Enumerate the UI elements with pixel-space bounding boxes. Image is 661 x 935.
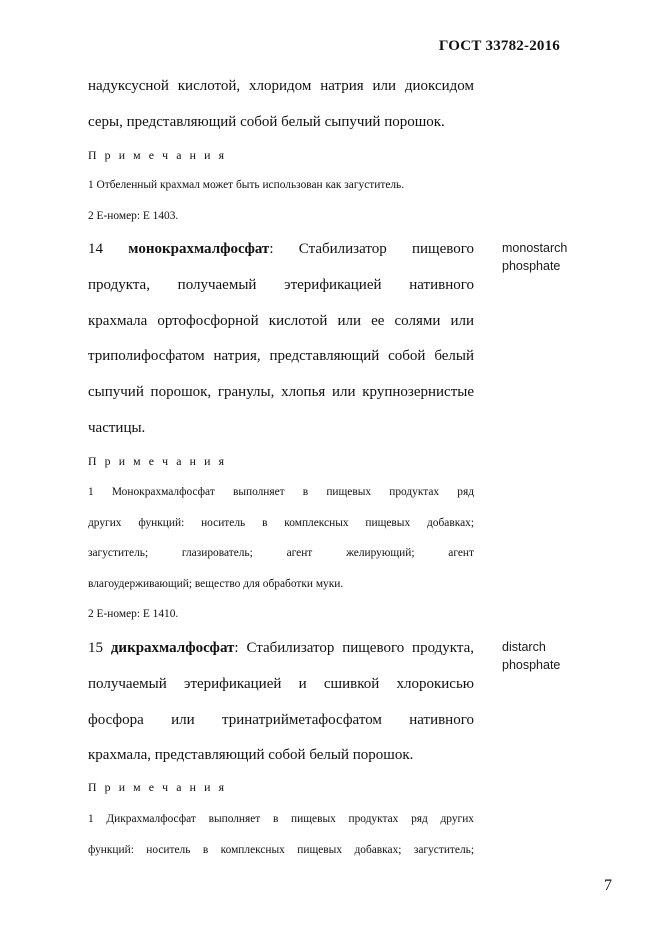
intro-line-2: серы, представляющий собой белый сыпучий порошок. — [88, 114, 445, 130]
term-14-definition-start: 14 монокрахмалфосфат: Стабилизатор пищевого — [88, 241, 475, 257]
note-item: 1 Отбеленный крахмал может быть использован как загуститель. — [88, 179, 405, 191]
notes-heading: П р и м е ч а н и я — [88, 780, 227, 794]
term-name: монокрахмалфосфат — [128, 241, 270, 257]
term-14-line: продукта, получаемый этерификацией нативного — [88, 277, 474, 293]
page-number: 7 — [604, 877, 612, 894]
term-14-first-line — [88, 240, 474, 258]
term-15-line: крахмала, представляющий собой белый порошок. — [88, 747, 414, 763]
term-15-english — [502, 638, 560, 674]
note-item: 2 Е-номер: Е 1410. — [88, 608, 179, 620]
term-definition-text: Стабилизатор пищевого — [298, 241, 475, 257]
term-name: дикрахмалфосфат — [110, 640, 235, 656]
english-term-line: phosphate — [502, 658, 561, 672]
term-14-line: триполифосфатом натрия, представляющий собой белый — [88, 348, 474, 364]
document-header-standard: ГОСТ 33782-2016 — [438, 38, 560, 54]
note-line: функций: носитель в комплексных пищевых добавках; загуститель; — [88, 844, 474, 856]
term-number: 15 — [88, 640, 103, 656]
note-line: 1 Монокрахмалфосфат выполняет в пищевых продуктах ряд — [88, 486, 474, 498]
note-line: загуститель; глазирователь; агент желирующий; агент — [88, 547, 474, 559]
term-15-line: получаемый этерификацией и сшивкой хлорокисью — [88, 676, 474, 692]
term-15-line: фосфора или тринатрийметафосфатом нативного — [88, 712, 474, 728]
term-15-first-line — [88, 639, 474, 657]
term-14-line: частицы. — [88, 420, 146, 436]
intro-line-1: надуксусной кислотой, хлоридом натрия или диоксидом — [88, 78, 474, 94]
term-definition-text: Стабилизатор пищевого продукта, — [246, 640, 475, 656]
term-14-line: сыпучий порошок, гранулы, хлопья или крупнозернистые — [88, 384, 474, 400]
notes-heading: П р и м е ч а н и я — [88, 454, 227, 468]
note-line: 1 Дикрахмалфосфат выполняет в пищевых продуктах ряд других — [88, 813, 474, 825]
english-term-line: monostarch — [502, 241, 568, 255]
notes-heading: П р и м е ч а н и я — [88, 148, 227, 162]
term-number: 14 — [88, 241, 103, 257]
english-term-line: phosphate — [502, 259, 561, 273]
note-item: 2 Е-номер: Е 1403. — [88, 210, 179, 222]
term-14-english — [502, 239, 567, 275]
term-15-definition-start: 15 дикрахмалфосфат: Стабилизатор пищевого продукта, — [88, 640, 475, 656]
term-14-line: крахмала ортофосфорной кислотой или ее солями или — [88, 313, 474, 329]
note-line: влагоудерживающий; вещество для обработки муки. — [88, 578, 344, 590]
note-line: других функций: носитель в комплексных пищевых добавках; — [88, 517, 474, 529]
english-term-line: distarch — [502, 640, 546, 654]
